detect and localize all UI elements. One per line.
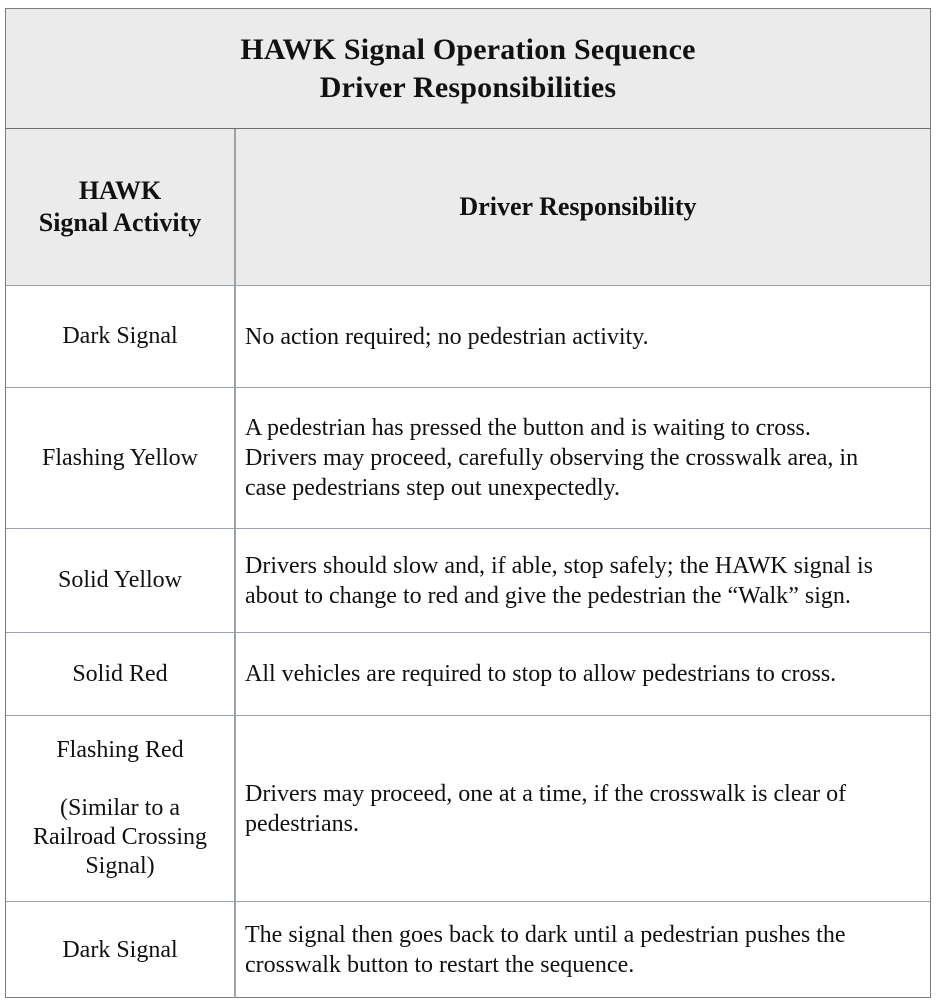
responsibility-header-label: Driver Responsibility bbox=[459, 192, 697, 221]
responsibility-cell bbox=[236, 716, 930, 901]
activity-label: Dark Signal bbox=[62, 323, 178, 349]
activity-cell bbox=[6, 633, 236, 715]
responsibility-cell bbox=[236, 529, 930, 632]
responsibility-line: Drivers should slow and, if able, stop safely; the HAWK signal is bbox=[245, 552, 873, 579]
activity-cell bbox=[6, 716, 236, 901]
table-row bbox=[6, 633, 930, 716]
responsibility-line: about to change to red and give the pedestrian the “Walk” sign. bbox=[245, 582, 851, 609]
responsibility-line: Drivers may proceed, one at a time, if the crosswalk is clear of bbox=[245, 780, 847, 807]
table-row bbox=[6, 716, 930, 902]
responsibility-cell bbox=[236, 286, 930, 387]
activity-note-line: (Similar to a bbox=[60, 795, 180, 821]
responsibility-cell bbox=[236, 633, 930, 715]
activity-label: Flashing Yellow bbox=[41, 444, 199, 471]
activity-cell bbox=[6, 286, 236, 387]
responsibility-text: All vehicles are required to stop to allow pedestrians to cross. bbox=[245, 661, 837, 687]
activity-header-line-1: HAWK bbox=[78, 176, 162, 205]
table-row bbox=[6, 902, 930, 998]
activity-cell bbox=[6, 902, 236, 998]
responsibility-line: crosswalk button to restart the sequence. bbox=[245, 952, 635, 978]
title-line-1: HAWK Signal Operation Sequence bbox=[240, 32, 696, 66]
table-row bbox=[6, 286, 930, 388]
activity-note-line: Signal) bbox=[85, 853, 155, 879]
activity-label: Dark Signal bbox=[62, 936, 178, 963]
activity-label: Solid Red bbox=[72, 660, 168, 687]
responsibility-column-header bbox=[236, 129, 930, 285]
responsibility-text: No action required; no pedestrian activity. bbox=[245, 323, 649, 350]
hawk-table bbox=[5, 8, 931, 998]
activity-cell bbox=[6, 388, 236, 528]
table-row bbox=[6, 529, 930, 633]
activity-note-line: Railroad Crossing bbox=[33, 824, 207, 850]
activity-label: Flashing Red bbox=[56, 737, 184, 763]
activity-label: Solid Yellow bbox=[57, 567, 183, 593]
activity-cell bbox=[6, 529, 236, 632]
title-line-2: Driver Responsibilities bbox=[319, 70, 617, 104]
responsibility-line: Drivers may proceed, carefully observing the crosswalk area, in bbox=[245, 445, 859, 471]
responsibility-line: pedestrians. bbox=[245, 810, 359, 837]
responsibility-cell bbox=[236, 388, 930, 528]
responsibility-line: A pedestrian has pressed the button and is waiting to cross. bbox=[245, 415, 811, 441]
responsibility-line: The signal then goes back to dark until a pedestrian pushes the bbox=[245, 922, 846, 948]
responsibility-cell bbox=[236, 902, 930, 998]
responsibility-line: case pedestrians step out unexpectedly. bbox=[245, 475, 620, 501]
table-row bbox=[6, 388, 930, 529]
activity-column-header bbox=[6, 129, 236, 285]
activity-header-line-2: Signal Activity bbox=[38, 208, 202, 237]
column-header-row bbox=[6, 129, 930, 286]
table-title bbox=[6, 9, 930, 129]
